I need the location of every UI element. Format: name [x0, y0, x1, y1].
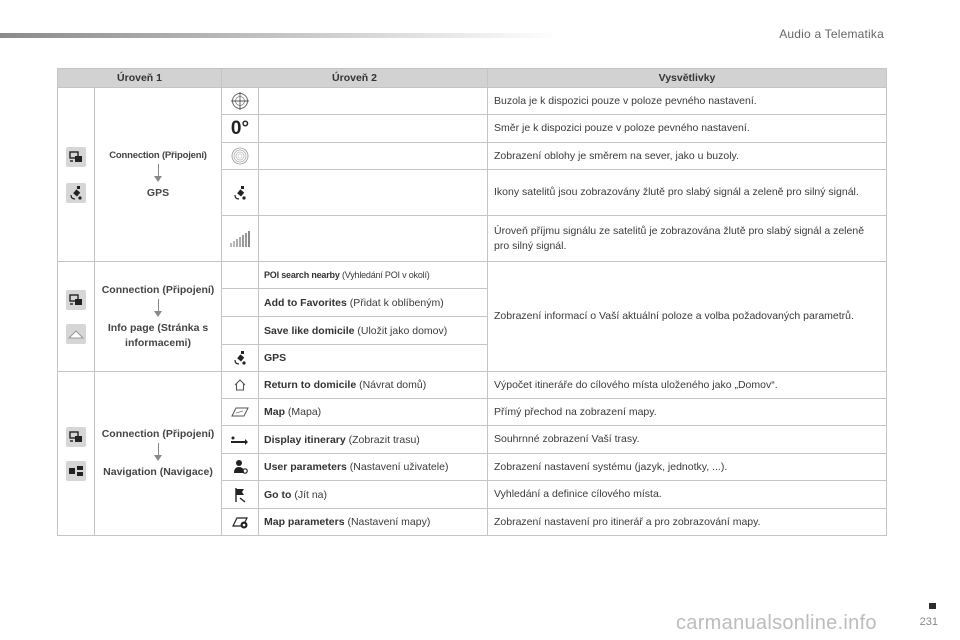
zero-degree-icon: 0°: [222, 115, 259, 143]
level2-name: Display itinerary (Zobrazit trasu): [259, 426, 488, 454]
satellite-icon: [222, 345, 259, 372]
explanation: Výpočet itineráře do cílového místa uloženého jako „Domov“.: [488, 372, 887, 399]
route-icon: [222, 426, 259, 454]
explanation: Zobrazení informací o Vaší aktuální poloze a volba požadovaných parametrů.: [488, 262, 887, 372]
connection-icon: [66, 147, 86, 167]
signal-bars-icon: [222, 216, 259, 262]
page-number: 231: [919, 616, 938, 628]
level2-name: User parameters (Nastavení uživatele): [259, 454, 488, 481]
explanation: Zobrazení oblohy je směrem na sever, jako u buzoly.: [488, 143, 887, 170]
level1-title: Connection (Připojení): [109, 150, 207, 161]
arrow-down-icon: [95, 164, 221, 186]
level1-label: [95, 88, 222, 262]
level2-name: POI search nearby (Vyhledání POI v okolí): [259, 262, 488, 289]
table-row: [58, 372, 887, 399]
level2-empty: [259, 88, 488, 115]
icon-empty: [222, 317, 259, 345]
menu-table: [57, 68, 887, 536]
explanation: Úroveň příjmu signálu ze satelitů je zobrazována žlutě pro slabý signál a zeleně pro silný signál.: [488, 216, 887, 262]
level2-empty: [259, 216, 488, 262]
compass-icon: [222, 88, 259, 115]
header-level2: Úroveň 2: [222, 69, 488, 88]
level2-name: Return to domicile (Návrat domů): [259, 372, 488, 399]
explanation: Souhrnné zobrazení Vaší trasy.: [488, 426, 887, 454]
map-settings-icon: [222, 509, 259, 536]
level2-name: Map parameters (Nastavení mapy): [259, 509, 488, 536]
connection-icon: [66, 427, 86, 447]
sky-view-icon: [222, 143, 259, 170]
level2-empty: [259, 143, 488, 170]
table-row: [58, 262, 887, 289]
explanation: Buzola je k dispozici pouze v poloze pevného nastavení.: [488, 88, 887, 115]
explanation: Vyhledání a definice cílového místa.: [488, 481, 887, 509]
level1-sub: Navigation (Navigace): [103, 466, 213, 478]
level1-icons: [58, 372, 95, 536]
level1-icons: [58, 262, 95, 372]
user-icon: [222, 454, 259, 481]
level1-title: Connection (Připojení): [101, 283, 215, 296]
icon-empty: [222, 262, 259, 289]
level1-label: [95, 372, 222, 536]
connection-icon: [66, 290, 86, 310]
navigation-icon: [66, 461, 86, 481]
level2-name: Save like domicile (Uložit jako domov): [259, 317, 488, 345]
header-gradient-bar: [0, 33, 560, 38]
table-header-row: [58, 69, 887, 88]
level2-empty: [259, 115, 488, 143]
table-row: [58, 88, 887, 115]
explanation: Zobrazení nastavení pro itinerář a pro zobrazování mapy.: [488, 509, 887, 536]
map-icon: [222, 399, 259, 426]
home-icon: [222, 372, 259, 399]
explanation: Směr je k dispozici pouze v poloze pevného nastavení.: [488, 115, 887, 143]
arrow-down-icon: [95, 299, 221, 321]
header-level1: Úroveň 1: [58, 69, 222, 88]
level1-title: Connection (Připojení): [101, 428, 215, 440]
position-icon: [66, 324, 86, 344]
header-explanations: Vysvětlivky: [488, 69, 887, 88]
section-title: Audio a Telematika: [779, 27, 884, 41]
goto-flag-icon: [222, 481, 259, 509]
explanation: Ikony satelitů jsou zobrazovány žlutě pro slabý signál a zeleně pro silný signál.: [488, 170, 887, 216]
level2-name: Go to (Jít na): [259, 481, 488, 509]
level1-label: [95, 262, 222, 372]
explanation: Přímý přechod na zobrazení mapy.: [488, 399, 887, 426]
level2-name: GPS: [259, 345, 488, 372]
icon-empty: [222, 289, 259, 317]
watermark: carmanualsonline.info: [676, 612, 877, 634]
level2-empty: [259, 170, 488, 216]
satellite-icon: [66, 183, 86, 203]
explanation: Zobrazení nastavení systému (jazyk, jednotky, ...).: [488, 454, 887, 481]
level2-name: Map (Mapa): [259, 399, 488, 426]
level1-icons: [58, 88, 95, 262]
satellite-icon: [222, 170, 259, 216]
level1-sub: Info page (Stránka s informacemi): [107, 321, 209, 349]
arrow-down-icon: [95, 443, 221, 465]
level1-sub: GPS: [146, 187, 170, 199]
level2-name: Add to Favorites (Přidat k oblíbeným): [259, 289, 488, 317]
page-marker: [929, 603, 936, 609]
